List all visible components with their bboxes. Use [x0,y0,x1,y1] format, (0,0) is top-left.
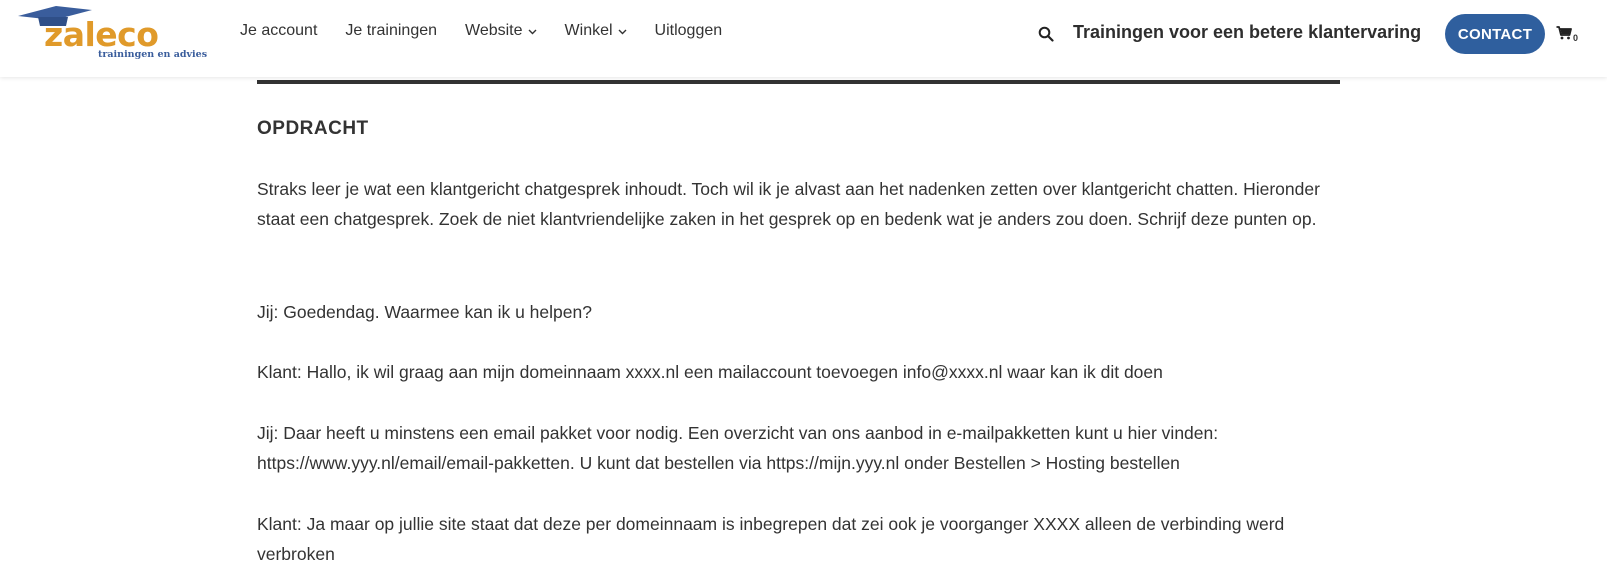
logo-wordmark: zaleco [44,15,159,54]
chat-line: Klant: Hallo, ik wil graag aan mijn domeinnaam xxxx.nl een mailaccount toevoegen info@xxxx.nl waar kan ik dit doen [257,362,1163,382]
main-nav [240,22,750,40]
nav-item-label: Uitloggen [654,22,723,39]
nav-item-winkel[interactable] [565,22,627,40]
assignment-intro: Straks leer je wat een klantgericht chatgesprek inhoudt. Toch wil ik je alvast aan het nadenken zetten over klantgericht chatten. Hieronder staat een chatgesprek. Zoek de niet klantvriendelijke zaken in het gesprek op en bedenk wat je anders zou doen. Schrijf deze punten op. [257,179,1320,229]
cart-icon [1556,26,1572,40]
cart-button[interactable] [1556,26,1588,46]
chat-line: Klant: Ja maar op jullie site staat dat deze per domeinnaam is inbegrepen dat zei ook je voorganger XXXX alleen de verbinding werd verbroken [257,514,1285,564]
nav-item-website[interactable] [465,22,537,40]
chat-line: Jij: Goedendag. Waarmee kan ik u helpen? [257,302,592,322]
zaleco-logo[interactable] [18,6,208,66]
nav-item-je-trainingen[interactable] [345,22,437,40]
section-divider [257,80,1340,84]
nav-item-label: Je account [240,22,318,39]
header-tagline: Trainingen voor een betere klantervaring [1073,22,1422,42]
nav-item-je-account[interactable] [240,22,317,40]
cart-count: 0 [1573,33,1579,43]
nav-item-label: Website [465,22,523,39]
nav-item-label: Winkel [564,22,613,39]
logo-tagline: trainingen en advies [98,49,208,60]
nav-item-label: Je trainingen [345,22,438,39]
section-heading: OPDRACHT [257,118,369,139]
contact-button[interactable]: CONTACT [1445,14,1545,54]
search-icon[interactable] [1038,26,1054,42]
chevron-down-icon [618,29,627,35]
chat-line: Jij: Daar heeft u minstens een email pakket voor nodig. Een overzicht van ons aanbod in e-mailpakketten kunt u hier vinden: https://www.yyy.nl/email/email-pakketten. U kunt dat bestellen via https://mijn.yyy.nl onder Bestellen > Hosting bestellen [257,423,1219,473]
site-header [0,0,1607,77]
chevron-down-icon [528,29,537,35]
nav-item-uitloggen[interactable] [655,22,723,40]
